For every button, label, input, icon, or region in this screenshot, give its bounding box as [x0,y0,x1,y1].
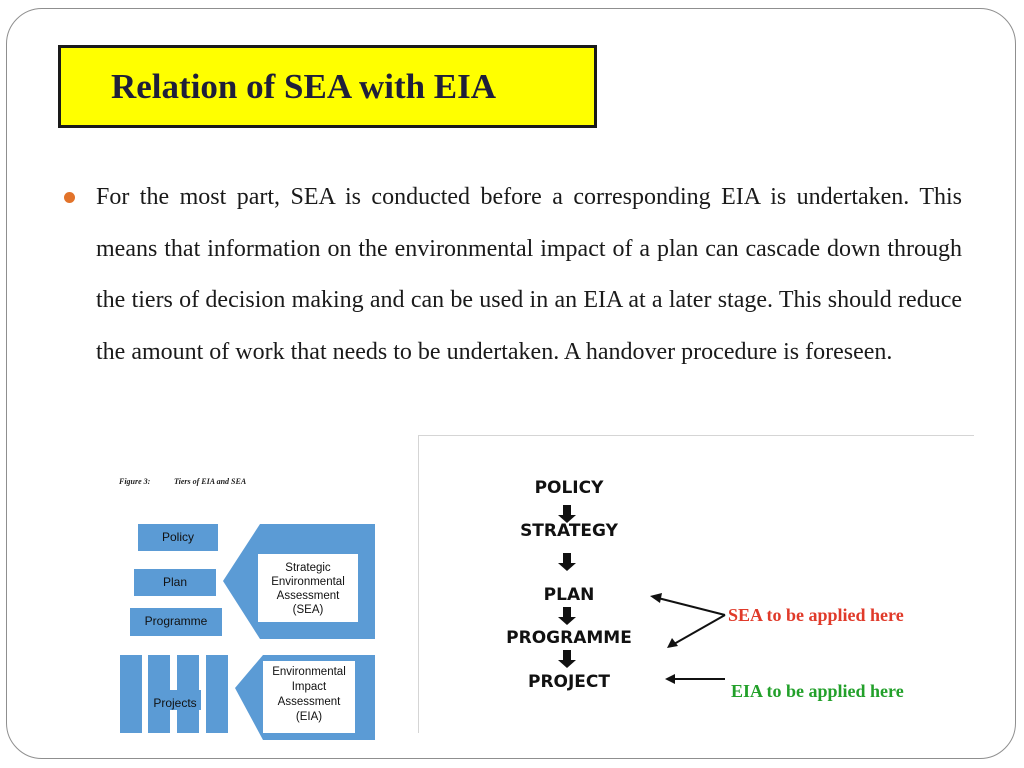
level-plan: PLAN [543,585,595,605]
eia-label-line3: Assessment [277,696,341,708]
project-bar-1 [120,655,142,733]
down-arrow-3 [558,607,576,625]
slide-title-text: Relation of SEA with EIA [111,66,497,106]
figure-caption-number: Figure 3: [119,477,151,486]
hierarchy-diagram [418,435,974,733]
down-arrow-2 [558,553,576,571]
bullet-dot [64,192,75,203]
eia-note: EIA to be applied here [731,681,904,701]
sea-arrowhead-plan [650,593,662,603]
level-strategy: STRATEGY [520,521,618,541]
sea-arrow-to-plan [658,598,725,615]
eia-label-line2: Impact [291,681,327,693]
tiers-figure [105,458,375,740]
project-bar-4 [206,655,228,733]
slide-title [58,45,597,128]
tier-label-projects: Projects [153,696,197,710]
down-arrow-4 [558,650,576,668]
tier-label-policy: Policy [161,530,195,544]
tier-label-programme: Programme [144,614,208,628]
eia-label-line1: Environmental [272,666,346,678]
level-policy: POLICY [534,478,604,498]
tier-label-plan: Plan [162,575,188,589]
level-programme: PROGRAMME [506,628,632,648]
hierarchy-figure [418,435,974,733]
sea-label-line1: Strategic [285,562,331,574]
eia-arrowhead [665,674,675,684]
sea-label-line3: Assessment [276,590,340,602]
level-project: PROJECT [527,672,611,692]
sea-note: SEA to be applied here [728,605,904,625]
body-paragraph: For the most part, SEA is conducted before a corresponding EIA is undertaken. This means that information on the environmental impact of a plan can cascade down through the tiers of decision making and can be used in an EIA at a later stage. This should reduce the amount of work that needs to be undertaken. A handover procedure is foreseen. [96,184,962,365]
figure-caption-title: Tiers of EIA and SEA [174,477,247,486]
eia-label-line4: (EIA) [295,711,323,723]
sea-label-line4: (SEA) [292,604,324,616]
sea-arrow-to-programme [674,615,725,644]
sea-label-line2: Environmental [271,576,345,588]
